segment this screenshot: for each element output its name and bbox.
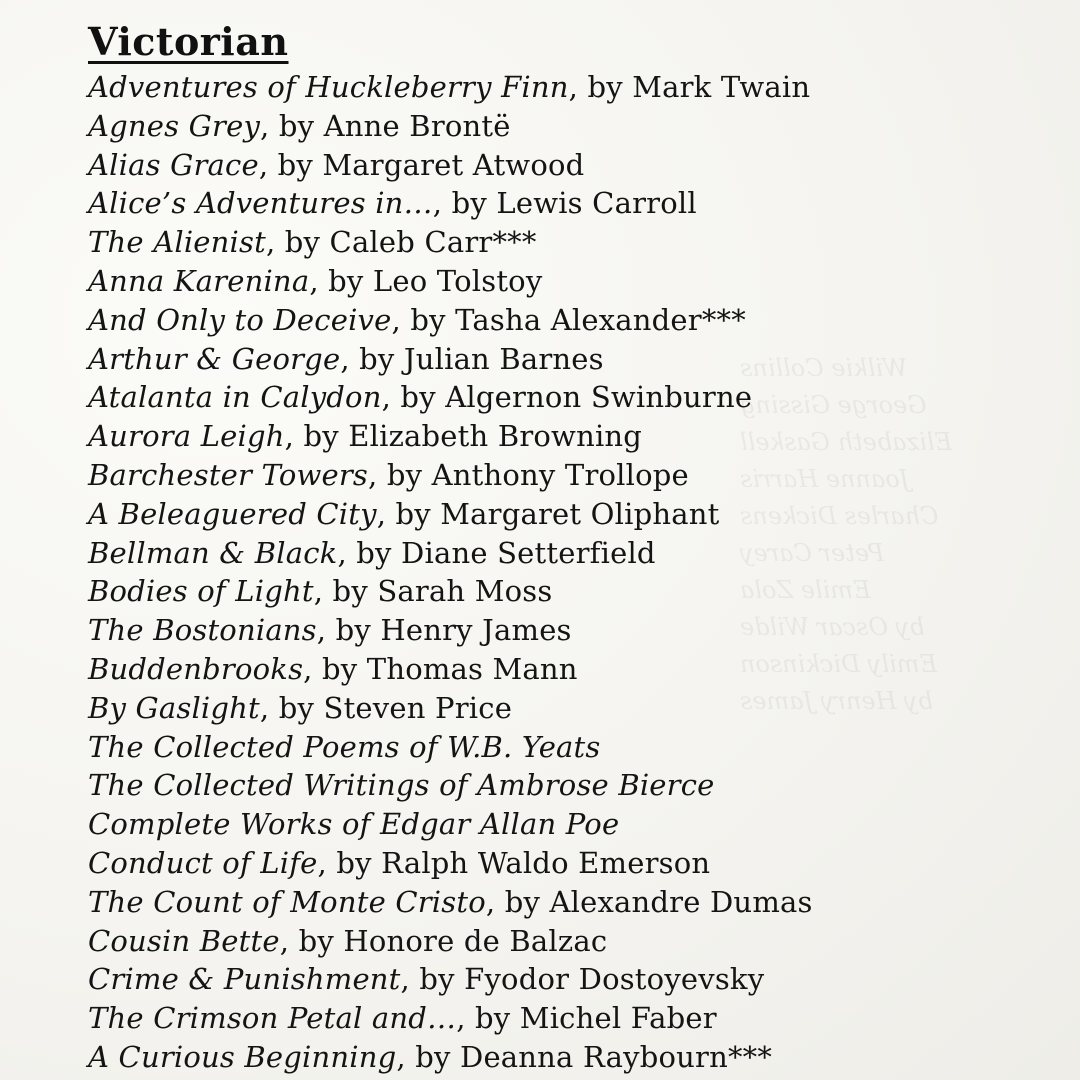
book-entry (88, 1038, 813, 1077)
book-author: , by Ralph Waldo Emerson (317, 845, 711, 880)
book-title: Adventures of Huckleberry Finn (88, 70, 569, 104)
book-author: , by Leo Tolstoy (309, 263, 543, 298)
book-entry (88, 107, 813, 146)
book-entry (88, 960, 813, 999)
book-author: , by Michel Faber (456, 1001, 717, 1036)
book-author: , by Diane Setterfield (337, 535, 656, 570)
book-title: Aurora Leigh (88, 419, 285, 454)
book-entry (88, 223, 813, 262)
book-author: , by Sarah Moss (313, 574, 553, 609)
bleed-through-line: Peter Carey (740, 539, 885, 567)
book-title: The Collected Poems of W.B. Yeats (88, 729, 601, 764)
book-author: , by Honore de Balzac (279, 923, 608, 958)
book-title: The Crimson Petal and… (88, 1001, 457, 1036)
bleed-through-line: Emile Zola (740, 576, 871, 604)
book-entry (88, 805, 813, 844)
book-author: , by Steven Price (259, 690, 513, 725)
book-entry (88, 378, 813, 417)
book-title: Crime & Punishment (88, 962, 401, 997)
book-entry (88, 766, 813, 805)
book-author: , by Elizabeth Browning (284, 419, 643, 454)
book-entry (88, 534, 813, 573)
bleed-through-line: Wilkie Collins (740, 354, 908, 382)
book-title: Atalanta in Calydon (88, 380, 382, 415)
book-title: The Bostonians (88, 613, 317, 648)
book-entry (88, 650, 813, 689)
book-author: , by Alexandre Dumas (485, 884, 813, 919)
book-entry (88, 728, 813, 767)
book-title: The Collected Writings of Ambrose Bierce (88, 768, 715, 803)
book-author: , by Anne Brontë (260, 108, 511, 143)
book-entry (88, 417, 813, 456)
bleed-through-line: by Oscar Wilde (740, 613, 925, 641)
book-list (88, 68, 813, 1077)
book-title: Barchester Towers (88, 457, 369, 492)
book-entry (88, 340, 813, 379)
book-author: , by Mark Twain (568, 70, 811, 104)
book-author: , by Julian Barnes (340, 341, 604, 376)
book-entry (88, 689, 813, 728)
bleed-through-line: George Gissing (740, 391, 927, 419)
book-entry (88, 184, 813, 223)
book-author: , by Anthony Trollope (368, 457, 689, 492)
book-entry (88, 262, 813, 301)
book-author: , by Caleb Carr*** (265, 225, 537, 260)
book-title: Agnes Grey (88, 108, 261, 143)
book-author: , by Margaret Oliphant (376, 496, 720, 531)
book-title: Bellman & Black (88, 535, 338, 570)
book-author: , by Algernon Swinburne (381, 380, 753, 415)
book-entry (88, 301, 813, 340)
book-entry (88, 844, 813, 883)
book-title: The Count of Monte Cristo (88, 884, 486, 919)
bleed-through-line: Elizabeth Gaskell (740, 428, 953, 456)
book-author: , by Margaret Atwood (258, 147, 585, 182)
book-entry (88, 146, 813, 185)
book-entry (88, 883, 813, 922)
section-heading: Victorian (88, 19, 289, 64)
book-title: Buddenbrooks (88, 651, 304, 686)
book-title: Arthur & George (88, 341, 341, 376)
book-author: , by Henry James (316, 613, 572, 648)
book-author: , by Lewis Carroll (432, 186, 697, 221)
book-title: Bodies of Light (88, 574, 314, 609)
book-entry (88, 611, 813, 650)
book-entry (88, 572, 813, 611)
book-title: Complete Works of Edgar Allan Poe (88, 807, 620, 842)
book-author: , by Tasha Alexander*** (391, 302, 746, 337)
book-entry (88, 68, 813, 107)
bleed-through-line: by Henry James (740, 687, 934, 715)
bleed-through-line: Emily Dickinson (740, 650, 938, 678)
book-title: And Only to Deceive (88, 302, 392, 337)
book-author: , by Fyodor Dostoyevsky (400, 962, 765, 997)
book-title: A Beleaguered City (88, 496, 377, 531)
book-entry (88, 456, 813, 495)
book-author: , by Thomas Mann (303, 651, 578, 686)
book-entry (88, 922, 813, 961)
bleed-through-line: Charles Dickens (740, 502, 939, 530)
book-title: Alice’s Adventures in… (88, 186, 433, 221)
book-title: Anna Karenina (88, 263, 310, 298)
book-title: By Gaslight (88, 690, 260, 725)
book-title: Cousin Bette (88, 923, 280, 958)
bleed-through-line: Joanne Harris (740, 465, 910, 493)
book-entry (88, 495, 813, 534)
book-entry (88, 999, 813, 1038)
book-title: Conduct of Life (88, 845, 318, 880)
book-title: Alias Grace (88, 147, 259, 182)
book-author: , by Deanna Raybourn*** (396, 1039, 773, 1074)
book-title: A Curious Beginning (88, 1039, 397, 1074)
book-title: The Alienist (88, 225, 266, 260)
